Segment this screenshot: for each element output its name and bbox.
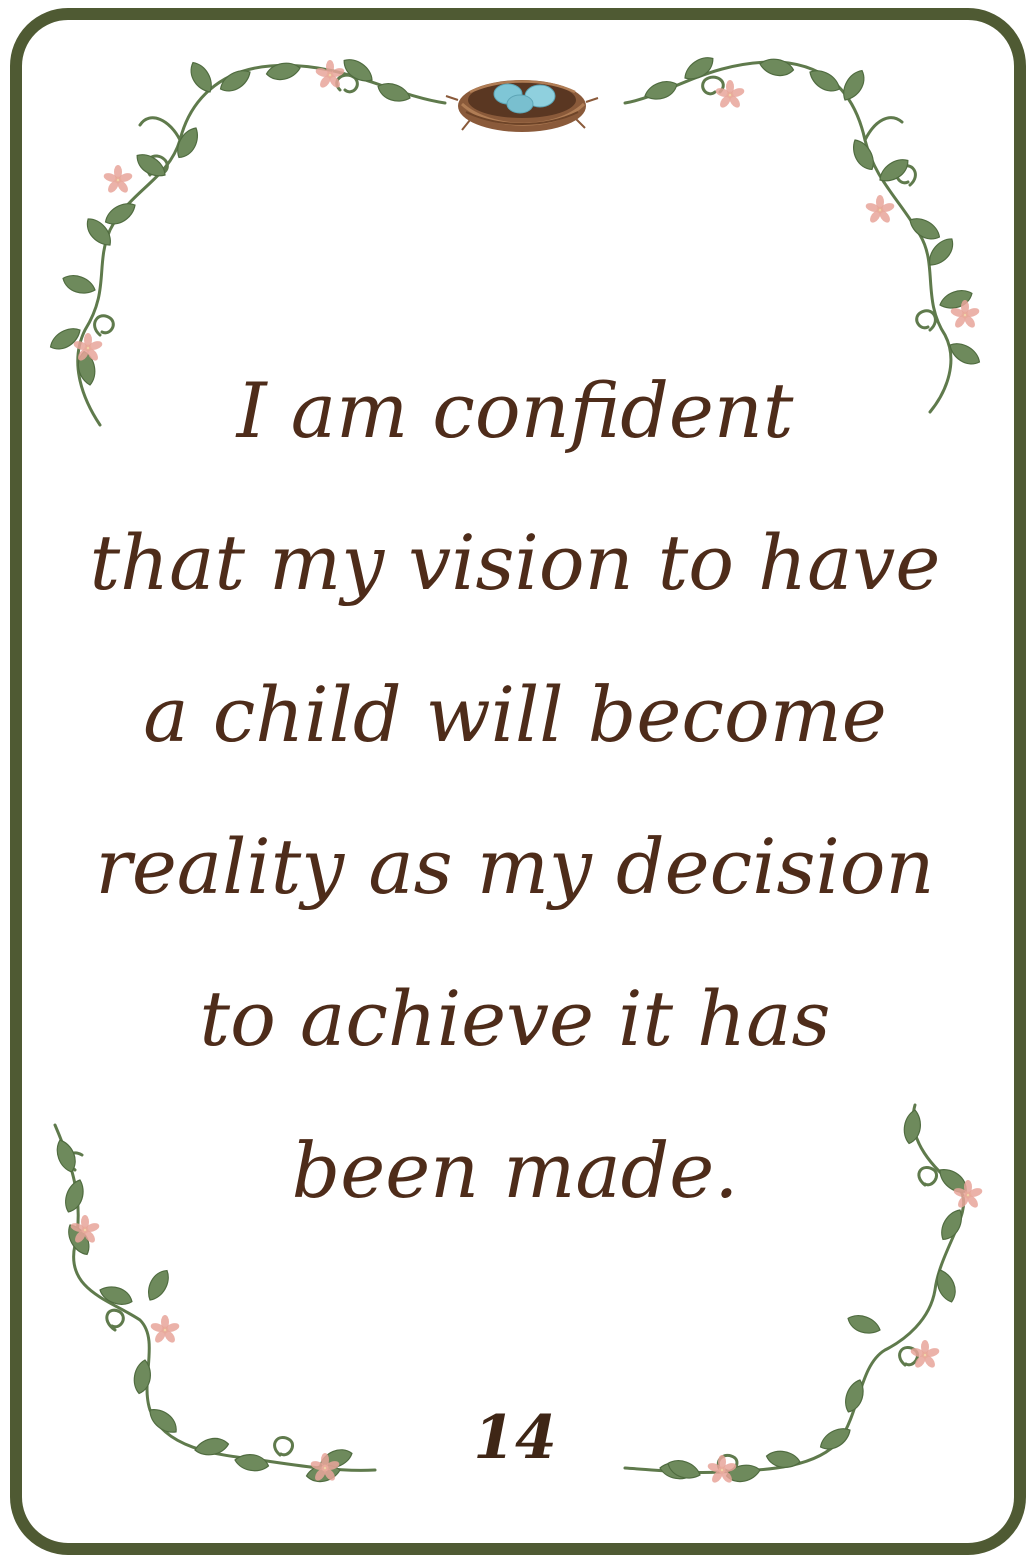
- page-number: 14: [473, 1403, 557, 1473]
- affirmation-line: a child will become: [143, 670, 887, 759]
- affirmation-line: I am confident: [236, 366, 794, 455]
- affirmation-line: been made.: [291, 1126, 739, 1215]
- affirmation-text: [60, 335, 970, 1247]
- affirmation-line: that my vision to have: [89, 518, 941, 607]
- affirmation-line: reality as my decision: [95, 822, 935, 911]
- affirmation-line: to achieve it has: [199, 974, 831, 1063]
